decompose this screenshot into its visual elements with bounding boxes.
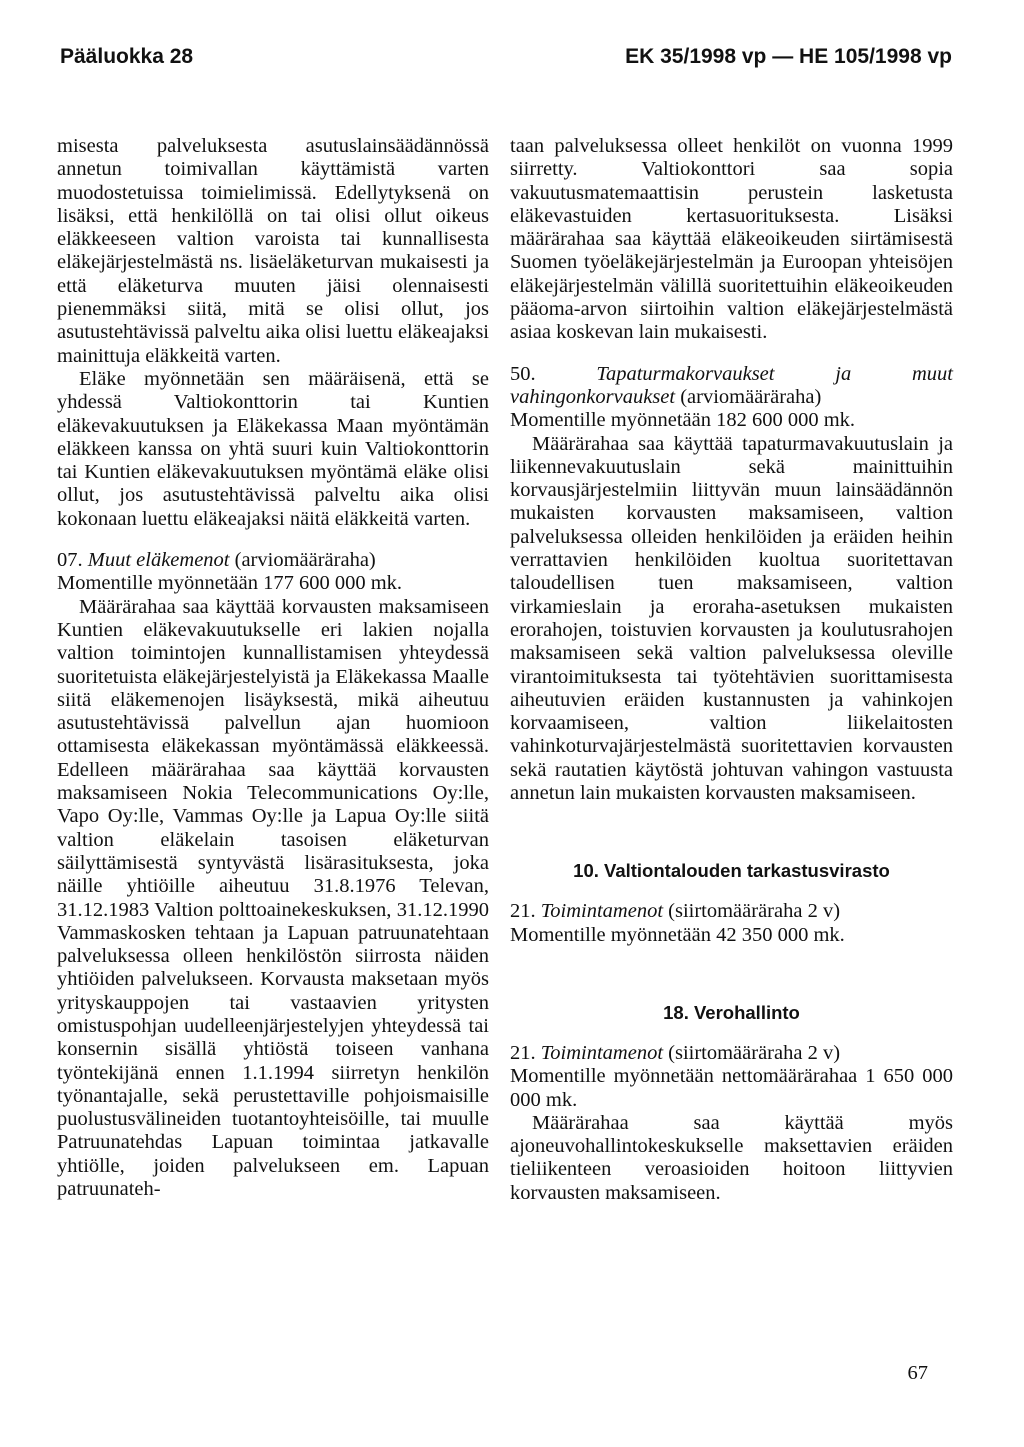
section-18-heading: 18. Verohallinto — [663, 1001, 800, 1023]
item-number: 50. — [510, 362, 536, 385]
item-type: (arviomääräraha) — [680, 385, 822, 408]
section-10-item-title-line — [510, 900, 953, 923]
item-number: 21. — [510, 900, 536, 923]
page-number: 67 — [907, 1362, 928, 1384]
section-18-text: Määrärahaa saa käyttää myös ajoneuvohallintokeskukselle maksettavien eräiden tieliikenteen veroasioiden hoitoon liittyvien korvausten maksamiseen. — [510, 1111, 953, 1204]
item-title: Muut eläkemenot — [87, 549, 230, 572]
item-07-grant: Momentille myönnetään 177 600 000 mk. — [57, 572, 403, 595]
item-50-grant: Momentille myönnetään 182 600 000 mk. — [510, 409, 856, 432]
item-number: 07. — [57, 549, 83, 572]
running-header-left: Pääluokka 28 — [60, 45, 194, 68]
item-type: (arviomääräraha) — [234, 549, 376, 572]
paragraph: taan palveluksessa olleet henkilöt on vuonna 1999 siirretty. Valtiokonttori saa sopia vakuutusmatemaattisin perustein lasketusta eläkevastuiden kertasuorituksesta. Lisäksi määrärahaa saa käyttää eläkeoikeuden siirtämisestä Suomen työeläkejärjestelmän ja Euroopan yhteisöjen eläkejärjestelmän välillä suoritettuihin eläkeoikeuden pääoma-arvon siirtoihin valtion eläkejärjestelmästä asiaa koskevan lain mukaisesti. — [510, 135, 953, 344]
item-50-title-line — [510, 363, 953, 410]
section-18-item-title-line — [510, 1042, 953, 1065]
item-07-text: Määrärahaa saa käyttää korvausten maksamiseen Kuntien eläkevakuutukselle eri lakien nojalla valtion toimintojen kunnallistamisen yhteydessä suoritetuista eläkejärjestelyistä ja Eläkekassa Maalle siitä eläkemenojen lisäyksestä, mikä aiheutuu asutustehtävissä palvellun ajan huomioon ottamisesta eläkekassan myöntämässä eläkkeessä. Edelleen määrärahaa saa käyttää korvausten maksamiseen Nokia Telecommunications Oy:lle, Vapo Oy:lle, Vammas Oy:lle ja Lapua Oy:lle siitä valtion eläkelain tasoisen eläketurvan säilyttämisestä syntyvästä lisärasituksesta, joka näille yhtiöille aiheutuu 31.8.1976 Televan, 31.12.1983 Valtion polttoainekeskuksen, 31.12.1990 Vammaskosken tehtaan ja Lapuan patruunatehtaan palveluksessa olleen henkilöstön siirrosta näiden yhtiöiden palvelukseen. Korvausta maksetaan myös yrityskauppojen tai vastaavien yritysten omistuspohjan uudelleenjärjestelyjen yhteydessä tai konsernin sisällä yhtiöstä toiseen vanhana työntekijänä ennen 1.1.1994 siirretyn henkilön työnantajalle, sekä perustettaville pohjoismaisille puolustusvälineiden tuotantoyhteisöille, tai muulle Patruunatehdas Lapuan toimintaa jatkavalle yhtiölle, joiden palvelukseen em. Lapuan patruunateh- — [57, 595, 489, 1201]
item-07-title-line — [57, 549, 489, 572]
item-50-text: Määrärahaa saa käyttää tapaturmavakuutuslain ja liikennevakuutuslain sekä mainittuihin korvausjärjestelmiin liittyvän muun lainsäädännön mukaisten korvausten maksamiseen, valtion palveluksessa olleiden henkilöiden ja eräiden heihin verrattavien henkilöiden kuoltua suoritettavan taloudellisen tuen maksamiseen, valtion virkamieslain ja eroraha-asetuksen mukaisten erorahojen, toistuvien korvausten ja koulutusrahojen maksamiseen sekä valtion palveluksessa oleville virantoimituksesta tai työtehtävien suorittamisesta aiheutuvien eräiden kustannusten ja vahinkojen korvaamiseen, valtion liikelaitosten vahinkoturvajärjestelmästä suoritettavien korvausten sekä rautatien käytöstä johtuvan vahingon vastuusta annetun lain mukaisten korvausten maksamiseen. — [510, 432, 953, 805]
section-10-grant: Momentille myönnetään 42 350 000 mk. — [510, 923, 845, 946]
paragraph: misesta palveluksesta asutuslainsäädännössä annetun toimivallan käyttämistä varten muodostetuissa toimielimissä. Edellytyksenä on lisäksi, että henkilöllä on tai olisi ollut oikeus eläkkeeseen valtion varoista tai kunnallisesta eläkejärjestelmästä ns. lisäeläketurvan mukaisesti ja että eläketurva muuten jäisi olennaisesti pienemmäksi siitä, mitä se olisi ollut, jos asutustehtävissä palveltu aika olisi luettu eläkeajaksi mainittuja eläkkeitä varten. — [57, 135, 489, 367]
section-10-heading: 10. Valtiontalouden tarkastusvirasto — [573, 860, 890, 882]
item-type: (siirtomääräraha 2 v) — [668, 1041, 841, 1064]
item-title: Tapaturmakorvaukset ja muut vahingonkorvaukset — [510, 362, 953, 408]
item-title: Toimintamenot — [540, 1041, 664, 1064]
right-column — [510, 135, 953, 1205]
section-18-grant: Momentille myönnetään nettomäärärahaa 1 650 000 000 mk. — [510, 1065, 953, 1111]
item-type: (siirtomääräraha 2 v) — [668, 900, 841, 923]
running-header-right: EK 35/1998 vp — HE 105/1998 vp — [625, 45, 952, 68]
item-title: Toimintamenot — [540, 900, 664, 923]
left-column — [57, 135, 489, 1201]
item-number: 21. — [510, 1041, 536, 1064]
paragraph: Eläke myönnetään sen määräisenä, että se yhdessä Valtiokonttorin tai Kuntien eläkevakuutuksen ja Eläkekassa Maan myöntämän eläkkeen kanssa on yhtä suuri kuin Valtiokonttorin tai Kuntien eläkevakuutuksen myöntämä eläke olisi ollut, jos asutustehtävissä palveltu aika olisi kokonaan luettu eläkeajaksi näitä eläkkeitä varten. — [57, 367, 489, 530]
